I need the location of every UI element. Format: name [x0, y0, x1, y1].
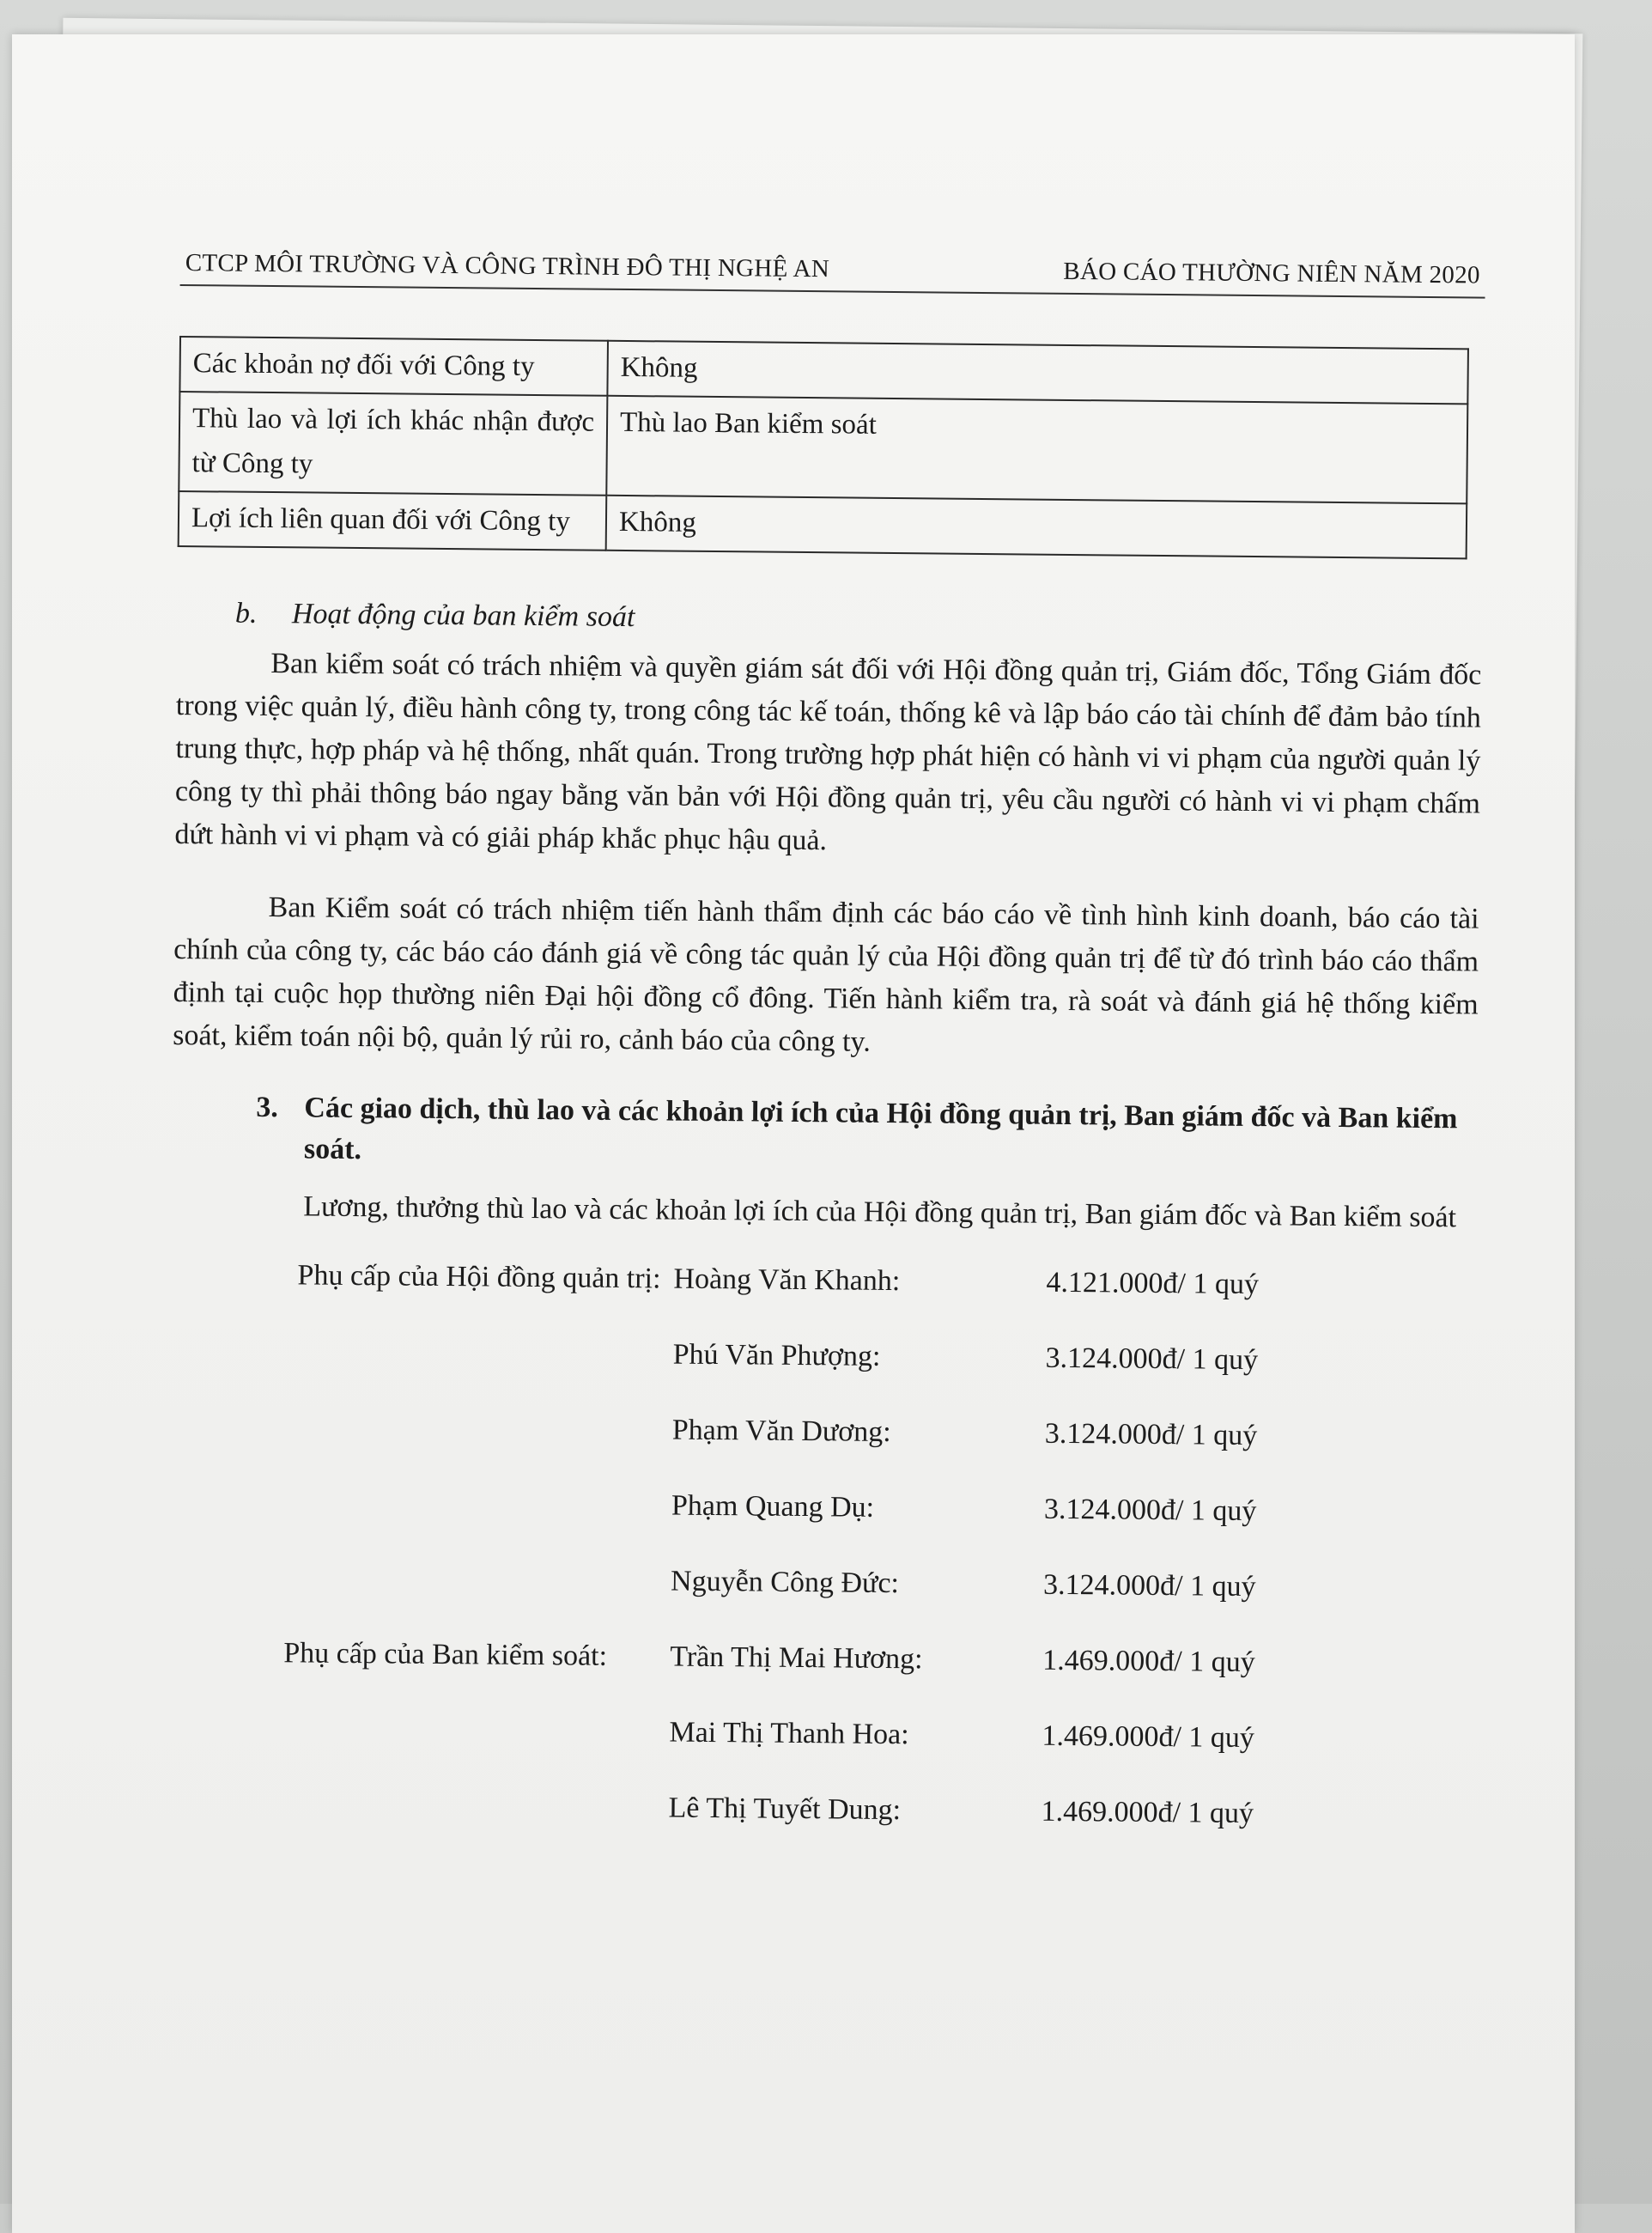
table-cell-value: Thù lao Ban kiểm soát [606, 396, 1467, 504]
table-row [179, 392, 1467, 503]
paragraph-supervision-duties: Ban kiểm soát có trách nhiệm và quyền giám sát đối với Hội đồng quản trị, Giám đốc, Tổng Giám đốc trong việc quản lý, điều hành công ty, trong công tác kế toán, thống kê và lập báo cáo tài chính để đảm bảo tính trung thực, hợp pháp và hệ thống, nhất quán. Trong trường hợp phát hiện có hành vi vi phạm của người quản lý công ty thì phải thông báo ngay bằng văn bản với Hội đồng quản trị, yêu cầu người có hành vi vi phạm chấm dứt hành vi vi phạm và có giải pháp khắc phục hậu quả. [174, 648, 1482, 857]
table-cell-label: Thù lao và lợi ích khác nhận được từ Công ty [179, 392, 607, 496]
company-name: CTCP MÔI TRƯỜNG VÀ CÔNG TRÌNH ĐÔ THỊ NGHỆ AN [185, 249, 830, 283]
section-3-intro: Lương, thưởng thù lao và các khoản lợi ích của Hội đồng quản trị, Ban giám đốc và Ban kiểm soát [303, 1190, 1457, 1234]
allowance-amount: 4.121.000đ/ 1 quý [1046, 1266, 1260, 1301]
allowance-amount: 3.124.000đ/ 1 quý [1043, 1493, 1257, 1528]
member-name: Mai Thị Thanh Hoa: [669, 1716, 909, 1751]
table-cell-label: Các khoản nợ đối với Công ty [179, 337, 608, 396]
table-row [179, 491, 1467, 558]
allowance-amount: 1.469.000đ/ 1 quý [1042, 1719, 1255, 1755]
page-header [180, 249, 1485, 299]
member-name: Lê Thị Tuyết Dung: [668, 1792, 902, 1827]
member-name: Phú Văn Phượng: [672, 1338, 881, 1372]
list-item [168, 1485, 1473, 1541]
allowance-amount: 3.124.000đ/ 1 quý [1045, 1342, 1259, 1377]
member-name: Trần Thị Mai Hương: [670, 1640, 923, 1676]
supervisor-info-table [178, 336, 1469, 559]
list-item [169, 1334, 1474, 1390]
page-content [165, 249, 1485, 1889]
allowance-amount: 3.124.000đ/ 1 quý [1042, 1568, 1256, 1603]
table-cell-label: Lợi ích liên quan đối với Công ty [179, 491, 607, 551]
list-item [167, 1561, 1473, 1616]
board-allowance-label: Phụ cấp của Hội đồng quản trị: [297, 1259, 661, 1295]
paragraph-appraisal-duties: Ban Kiểm soát có trách nhiệm tiến hành thẩm định các báo cáo về tình hình kinh doanh, báo cáo tài chính của công ty, các báo cáo đánh giá về công tác quản lý của Hội đồng quản trị để từ đó trình báo cáo thẩm định tại cuộc họp thường niên Đại hội đồng cổ đông. Tiến hành kiểm tra, rà soát và đánh giá hệ thống kiểm soát, kiểm toán nội bộ, quản lý rủi ro, cảnh báo của công ty. [173, 891, 1479, 1058]
section-3-title: Các giao dịch, thù lao và các khoản lợi ích của Hội đồng quản trị, Ban giám đốc và Ban kiểm soát. [303, 1092, 1458, 1166]
list-item [169, 1409, 1474, 1465]
section-b-letter: b. [234, 597, 258, 630]
member-name: Phạm Quang Dụ: [671, 1489, 875, 1524]
list-item [167, 1636, 1472, 1692]
allowance-amount: 1.469.000đ/ 1 quý [1042, 1644, 1255, 1679]
list-item [166, 1712, 1471, 1768]
report-title: BÁO CÁO THƯỜNG NIÊN NĂM 2020 [1063, 257, 1480, 289]
table-cell-value: Không [606, 496, 1467, 559]
document-page [12, 34, 1575, 2233]
table-cell-value: Không [607, 341, 1468, 405]
member-name: Nguyễn Công Đức: [670, 1565, 900, 1600]
member-name: Hoàng Văn Khanh: [673, 1263, 901, 1298]
section-b-heading [177, 597, 1482, 642]
list-item [165, 1787, 1470, 1843]
supervisory-allowance-label: Phụ cấp của Ban kiểm soát: [283, 1637, 608, 1672]
section-3-heading [172, 1086, 1478, 1182]
member-name: Phạm Văn Dương: [671, 1414, 891, 1449]
section-b-title: Hoạt động của ban kiểm soát [291, 598, 635, 634]
allowance-list [165, 1258, 1476, 1889]
allowance-amount: 1.469.000đ/ 1 quý [1041, 1795, 1254, 1830]
list-item [170, 1258, 1475, 1314]
section-3-number: 3. [256, 1091, 279, 1124]
allowance-amount: 3.124.000đ/ 1 quý [1044, 1417, 1258, 1452]
